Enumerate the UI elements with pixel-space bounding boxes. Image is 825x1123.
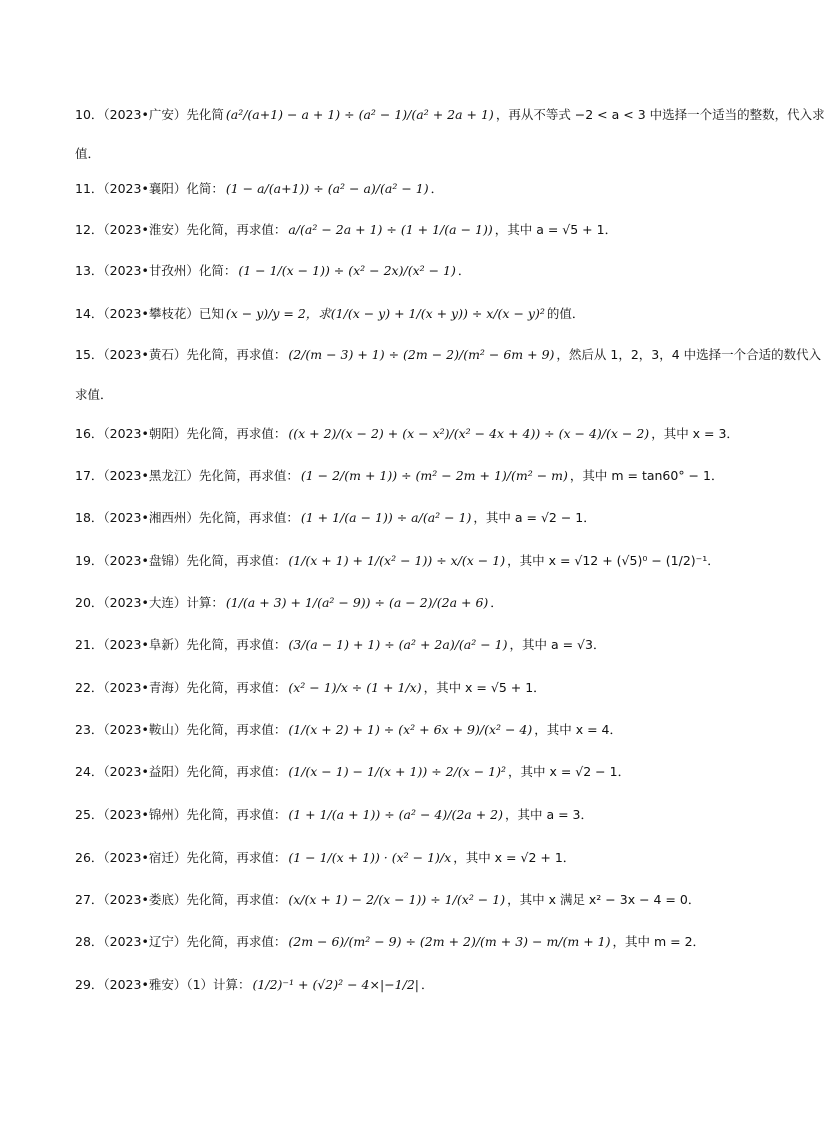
problem-instruction: 先化简，再求值： <box>186 722 287 737</box>
problem-source: （2023•大连） <box>103 595 187 610</box>
problem-instruction: 先化简，再求值： <box>186 807 287 822</box>
problem-source: （2023•广安） <box>103 107 187 122</box>
problem-source: （2023•辽宁） <box>103 934 187 949</box>
problem-26 <box>75 849 735 867</box>
problem-expression: (2/(m − 3) + 1) ÷ (2m − 2)/(m² − 6m + 9) <box>288 347 555 362</box>
problem-expression: (1 + 1/(a − 1)) ÷ a/(a² − 1) <box>300 510 472 525</box>
problem-source: （2023•盘锦） <box>103 553 187 568</box>
problem-expression: (a²/(a+1) − a + 1) ÷ (a² − 1)/(a² + 2a + 1) <box>225 107 494 122</box>
problem-number: 25． <box>75 807 104 822</box>
problem-source: （2023•宿迁） <box>103 850 187 865</box>
problem-source: （2023•甘孜州） <box>103 263 199 278</box>
problem-tail: ，其中 m = 2． <box>612 934 706 949</box>
problem-instruction: 先化简，再求值： <box>186 850 287 865</box>
problem-10-continuation: 值． <box>75 146 101 161</box>
problem-expression: (1/(x + 2) + 1) ÷ (x² + 6x + 9)/(x² − 4) <box>288 722 533 737</box>
problem-27 <box>75 891 735 909</box>
problem-source: （2023•鞍山） <box>103 722 187 737</box>
problem-13 <box>75 262 735 280</box>
problem-instruction: 先化简，再求值： <box>186 934 287 949</box>
problem-tail: ，再从不等式 −2 < a < 3 中选择一个适当的整数，代入求 <box>495 107 825 122</box>
problem-instruction: 先化简，再求值： <box>186 892 287 907</box>
problem-tail: ，其中 x = 3． <box>651 426 739 441</box>
problem-source: （2023•雅安） <box>103 977 187 992</box>
problem-instruction: 先化简，再求值： <box>186 764 287 779</box>
problem-number: 28． <box>75 934 104 949</box>
problem-source: （2023•湘西州） <box>103 510 199 525</box>
problem-tail: ，其中 x = √12 + (√5)⁰ − (1/2)⁻¹． <box>507 553 720 568</box>
problem-instruction: （1）计算： <box>186 977 251 992</box>
problem-instruction: 化简： <box>186 181 224 196</box>
problem-22 <box>75 679 735 697</box>
problem-number: 26． <box>75 850 104 865</box>
problem-number: 23． <box>75 722 104 737</box>
problem-tail: ，其中 x = √2 + 1． <box>453 850 576 865</box>
problem-expression: (1 − a/(a+1)) ÷ (a² − a)/(a² − 1) <box>225 181 429 196</box>
problem-number: 29． <box>75 977 104 992</box>
problem-tail: ，其中 x = √2 − 1． <box>508 764 631 779</box>
problem-21 <box>75 636 735 654</box>
problem-expression: (1 − 1/(x − 1)) ÷ (x² − 2x)/(x² − 1) <box>238 263 456 278</box>
problem-expression: (x² − 1)/x ÷ (1 + 1/x) <box>288 680 422 695</box>
problem-14 <box>75 305 735 323</box>
problem-number: 18． <box>75 510 104 525</box>
problem-number: 10． <box>75 107 104 122</box>
problem-expression: (x/(x + 1) − 2/(x − 1)) ÷ 1/(x² − 1) <box>288 892 506 907</box>
problem-expression: (2m − 6)/(m² − 9) ÷ (2m + 2)/(m + 3) − m/(m + 1) <box>288 934 611 949</box>
problem-source: （2023•益阳） <box>103 764 187 779</box>
problem-instruction: 先化简，再求值： <box>186 680 287 695</box>
problem-source: （2023•阜新） <box>103 637 187 652</box>
problem-11 <box>75 180 735 198</box>
problem-expression: (1/(x + 1) + 1/(x² − 1)) ÷ x/(x − 1) <box>288 553 506 568</box>
problem-instruction: 化简： <box>198 263 237 278</box>
problem-tail: 的值． <box>546 306 585 321</box>
problem-instruction: 先化简，再求值： <box>186 553 287 568</box>
problem-instruction: 先化简，再求值： <box>186 222 287 237</box>
problem-tail: ，然后从 1，2，3，4 中选择一个合适的数代入 <box>556 347 822 362</box>
problem-number: 19． <box>75 553 104 568</box>
problem-source: （2023•娄底） <box>103 892 187 907</box>
problem-expression: (1/(a + 3) + 1/(a² − 9)) ÷ (a − 2)/(2a + 6) <box>225 595 489 610</box>
problem-source: （2023•襄阳） <box>103 181 187 196</box>
problem-instruction: 先化简，再求值： <box>186 426 287 441</box>
problem-expression: ((x + 2)/(x − 2) + (x − x²)/(x² − 4x + 4)) ÷ (x − 4)/(x − 2) <box>288 426 650 441</box>
problem-17 <box>75 467 735 485</box>
problem-tail: ． <box>490 595 503 610</box>
problem-tail: ，其中 x = √5 + 1． <box>423 680 546 695</box>
problem-number: 17． <box>75 468 104 483</box>
problem-source: （2023•攀枝花） <box>103 306 199 321</box>
problem-number: 15． <box>75 347 104 362</box>
problem-20 <box>75 594 735 612</box>
problem-number: 27． <box>75 892 104 907</box>
problem-instruction: 计算： <box>186 595 224 610</box>
problem-number: 21． <box>75 637 104 652</box>
problem-number: 22． <box>75 680 104 695</box>
problem-tail: ，其中 a = √3． <box>509 637 606 652</box>
problem-16 <box>75 425 739 443</box>
problem-expression: (3/(a − 1) + 1) ÷ (a² + 2a)/(a² − 1) <box>288 637 508 652</box>
problem-number: 14． <box>75 306 104 321</box>
problem-number: 20． <box>75 595 104 610</box>
problem-source: （2023•淮安） <box>103 222 187 237</box>
problem-number: 11． <box>75 181 104 196</box>
problem-instruction: 先化简 <box>186 107 224 122</box>
problem-source: （2023•青海） <box>103 680 187 695</box>
problem-29 <box>75 976 735 994</box>
problem-instruction: 先化简，再求值： <box>198 468 299 483</box>
problem-tail: ，其中 x = 4． <box>534 722 623 737</box>
problem-expression: (1/(x − 1) − 1/(x + 1)) ÷ 2/(x − 1)² <box>288 764 506 779</box>
problem-instruction: 已知 <box>198 306 224 321</box>
problem-tail: ，其中 x 满足 x² − 3x − 4 = 0． <box>507 892 701 907</box>
problem-10 <box>75 106 825 124</box>
problem-tail: ，其中 a = √2 − 1． <box>473 510 596 525</box>
problem-expression: a/(a² − 2a + 1) ÷ (1 + 1/(a − 1)) <box>288 222 493 237</box>
problem-number: 12． <box>75 222 104 237</box>
problem-expression: (1/2)⁻¹ + (√2)² − 4×|−1/2| <box>252 977 419 992</box>
problem-18 <box>75 509 735 527</box>
problem-23 <box>75 721 735 739</box>
problem-number: 16． <box>75 426 104 441</box>
problem-15-continuation: 求值． <box>75 387 113 402</box>
problem-expression: (x − y)/y = 2，求(1/(x − y) + 1/(x + y)) ÷ x/(x − y)² <box>225 306 545 321</box>
problem-instruction: 先化简，再求值： <box>186 347 287 362</box>
problem-number: 13． <box>75 263 104 278</box>
problem-source: （2023•朝阳） <box>103 426 187 441</box>
problem-source: （2023•黑龙江） <box>103 468 199 483</box>
problem-tail: ，其中 a = √5 + 1． <box>494 222 618 237</box>
problem-28 <box>75 933 735 951</box>
problem-tail: ． <box>457 263 471 278</box>
problem-25 <box>75 806 735 824</box>
problem-19 <box>75 552 735 570</box>
problem-instruction: 先化简，再求值： <box>186 637 287 652</box>
problem-tail: ，其中 a = 3． <box>504 807 593 822</box>
problem-tail: ． <box>430 181 444 196</box>
problem-12 <box>75 221 735 239</box>
problem-24 <box>75 763 735 781</box>
problem-source: （2023•锦州） <box>103 807 187 822</box>
problem-expression: (1 − 1/(x + 1)) · (x² − 1)/x <box>288 850 452 865</box>
problem-15 <box>75 346 822 364</box>
problem-tail: ． <box>421 977 434 992</box>
problem-number: 24． <box>75 764 104 779</box>
problem-tail: ，其中 m = tan60° − 1． <box>569 468 724 483</box>
problem-source: （2023•黄石） <box>103 347 187 362</box>
problem-expression: (1 − 2/(m + 1)) ÷ (m² − 2m + 1)/(m² − m) <box>300 468 568 483</box>
problem-expression: (1 + 1/(a + 1)) ÷ (a² − 4)/(2a + 2) <box>288 807 503 822</box>
problem-instruction: 先化简，再求值： <box>198 510 299 525</box>
